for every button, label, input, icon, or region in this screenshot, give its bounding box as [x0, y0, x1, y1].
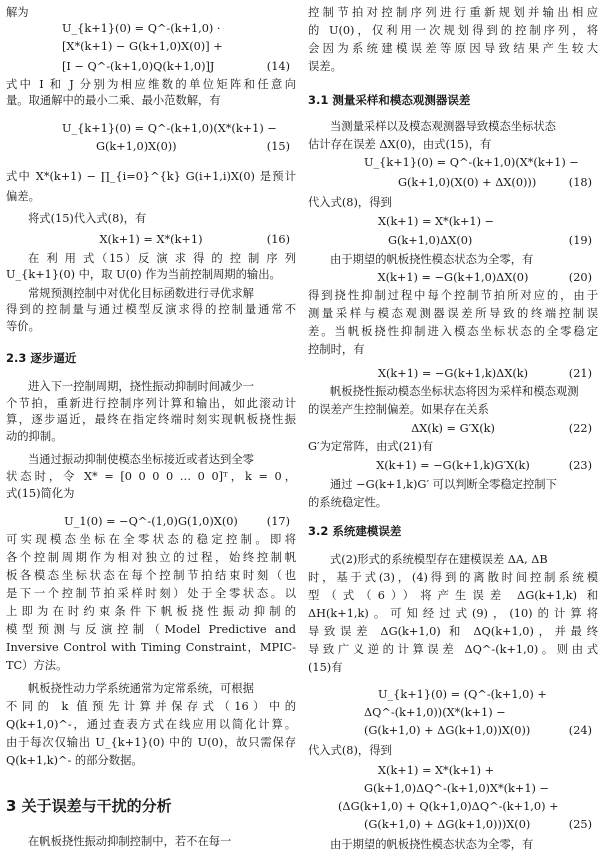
left-column-line-6 — [6, 122, 296, 136]
left-column-line-4 — [6, 78, 296, 92]
line-text: 算，逐步逼近，最终在指定终端时刻实现帆板挠性振 — [6, 413, 296, 426]
line-text: (G(k+1,0) + ΔG(k+1,0))X(0)) — [364, 724, 531, 737]
left-column-line-32 — [6, 659, 296, 673]
line-text: 式(2)形式的系统模型存在建模误差 ΔA, ΔB — [330, 553, 548, 566]
line-text: 会因为系统建模误差等原因导致结果产生较大 — [308, 42, 598, 55]
line-text: 由于每次仅输出 U_{k+1}(0) 中的 U(0)，故只需保存 — [6, 736, 296, 749]
line-text: 各个控制周期作为相对独立的过程，始终控制帆 — [6, 551, 296, 564]
line-text: 动的抑制。 — [6, 430, 63, 443]
right-column-line-21 — [308, 440, 598, 454]
left-column-line-3 — [6, 60, 296, 74]
line-text: 型（式（6））将产生误差 ΔG(k+1,k) 和 — [308, 589, 598, 602]
right-column-line-14 — [308, 307, 598, 321]
line-text: TC）方法。 — [6, 659, 68, 672]
right-column-line-28 — [308, 607, 598, 621]
right-column-line-38 — [308, 800, 598, 814]
left-column-line-33 — [6, 682, 296, 696]
line-text: 量。取通解中的最小二乘、最小范数解，有 — [6, 94, 221, 107]
left-column-line-22 — [6, 470, 296, 484]
line-text: U_{k+1}(0) 中，取 U(0) 作为当前控制周期的输出。 — [6, 268, 281, 281]
line-text: ΔQ^-(k+1,0))(X*(k+1) − — [364, 706, 506, 719]
line-text: U_{k+1}(0) = Q^-(k+1,0)(X*(k+1) − — [62, 122, 277, 135]
right-column-line-37 — [308, 782, 598, 796]
left-column-line-8 — [6, 170, 296, 184]
line-text: 个节拍，重新进行控制序列计算和输出，如此滚动计 — [6, 397, 296, 410]
right-column-line-12 — [308, 271, 598, 285]
equation-number: (24) — [568, 724, 592, 737]
equation-number: (18) — [568, 176, 592, 189]
right-column-line-17 — [308, 367, 598, 381]
left-column-line-12 — [6, 252, 296, 266]
left-column-line-1 — [6, 22, 296, 36]
left-column-line-19 — [6, 413, 296, 427]
line-text: 可实现模态坐标在全零状态的稳定控制。即将 — [6, 533, 296, 546]
line-text: 板各模态坐标状态在每个控制节拍结束时刻（也 — [6, 569, 296, 582]
right-column-line-25 — [308, 553, 598, 567]
left-column-line-30 — [6, 623, 296, 637]
line-text: (15)有 — [308, 661, 343, 674]
right-column-line-5 — [308, 138, 598, 152]
line-text: 解为 — [6, 6, 29, 19]
left-column-line-36 — [6, 736, 296, 750]
line-text: ΔH(k+1,k)。可知经过式(9)，(10)的计算将 — [308, 607, 598, 620]
line-text: 偏差。 — [6, 190, 40, 203]
line-text: 在 利 用 式（15）反 演 求 得 的 控 制 序 列 — [28, 252, 296, 265]
right-column-line-8 — [308, 196, 598, 210]
line-text: 将式(15)代入式(8)，有 — [28, 212, 147, 225]
equation-number: (21) — [568, 367, 592, 380]
line-text: (ΔG(k+1,0) + Q(k+1,0)ΔQ^-(k+1,0) + — [338, 800, 559, 813]
line-text: Inversive Control with Timing Constraint，MPIC- — [6, 641, 296, 654]
line-text: 式(15)简化为 — [6, 487, 75, 500]
line-text: 当测量采样以及模态观测器导致模态坐标状态 — [330, 120, 556, 133]
right-column-line-29 — [308, 625, 598, 639]
line-text: 的系统稳定性。 — [308, 496, 388, 509]
left-column-line-9 — [6, 190, 296, 204]
line-text: 误差。 — [308, 60, 342, 73]
equation-number: (20) — [568, 271, 592, 284]
line-text: X(k+1) = −G(k+1,k)G′X(k) — [376, 459, 530, 472]
right-column-line-16 — [308, 343, 598, 357]
left-column-line-17 — [6, 380, 296, 394]
left-column-line-20 — [6, 430, 296, 444]
line-text: [I − Q^-(k+1,0)Q(k+1,0)]J — [62, 60, 215, 73]
right-column-line-2 — [308, 42, 598, 56]
line-text: 是下一个控制节拍采样时刻）处于全零状态。以 — [6, 587, 296, 600]
left-column-line-14 — [6, 287, 296, 301]
line-text: G(k+1,0)X(0)) — [96, 140, 177, 153]
line-text: G(k+1,0)(X(0) + ΔX(0))) — [398, 176, 537, 189]
line-text: 得到的控制量与通过模型反演求得的控制量通常不 — [6, 303, 296, 316]
line-text: U_1(0) = −Q^-(1,0)G(1,0)X(0) — [64, 515, 238, 528]
right-column-line-10 — [308, 234, 598, 248]
subsection-heading-3-1: 3.1 测量采样和模态观测器误差 — [308, 93, 471, 107]
right-column-line-13 — [308, 289, 598, 303]
left-column-line-18 — [6, 397, 296, 411]
line-text: 估计存在误差 ΔX(0)，由式(15)，有 — [308, 138, 492, 151]
right-column-line-1 — [308, 24, 598, 38]
line-text: 在帆板挠性振动抑制控制中，若不在每一 — [28, 835, 232, 848]
right-column-line-19 — [308, 403, 598, 417]
line-text: 模型预测与反演控制（Model Predictive and — [6, 623, 296, 636]
section-heading-3: 3 关于误差与干扰的分析 — [6, 797, 172, 815]
equation-number: (17) — [266, 515, 290, 528]
left-column-line-23 — [6, 487, 296, 501]
right-column-line-22 — [308, 459, 598, 473]
right-column-line-34 — [308, 724, 598, 738]
right-column-line-36 — [308, 764, 598, 778]
line-text: 帆板挠性振动模态坐标状态将因为采样和模态观测 — [330, 385, 579, 398]
left-column-line-21 — [6, 453, 296, 467]
right-column-line-40 — [308, 838, 598, 852]
line-text: G(k+1,0)ΔQ^-(k+1,0)X*(k+1) − — [364, 782, 549, 795]
left-column-line-34 — [6, 700, 296, 714]
line-text: 式中 I 和 J 分别为相应维数的单位矩阵和任意向 — [6, 78, 296, 91]
right-column-line-26 — [308, 571, 598, 585]
right-column-line-6 — [308, 156, 598, 170]
right-column-line-23 — [308, 478, 598, 492]
left-column-line-5 — [6, 94, 296, 108]
line-text: X(k+1) = X*(k+1) − — [378, 215, 495, 228]
line-text: 通过 −G(k+1,k)G′ 可以判断全零稳定控制下 — [330, 478, 557, 491]
left-column-line-29 — [6, 605, 296, 619]
line-text: 进入下一控制周期，挠性振动抑制时间减少一 — [28, 380, 254, 393]
line-text: 的误差产生控制偏差。如果存在关系 — [308, 403, 489, 416]
right-column-line-0 — [308, 6, 598, 20]
left-column-line-27 — [6, 569, 296, 583]
right-column-line-20 — [308, 422, 598, 436]
subsection-heading-2-3: 2.3 逐步逼近 — [6, 351, 77, 365]
left-column-line-10 — [6, 212, 296, 226]
line-text: X(k+1) = X*(k+1) + — [378, 764, 495, 777]
equation-number: (15) — [266, 140, 290, 153]
line-text: 式中 X*(k+1) − ∏_{i=0}^{k} G(i+1,i)X(0) 是预计 — [6, 170, 296, 183]
right-column-line-11 — [308, 253, 598, 267]
line-text: X(k+1) = −G(k+1,0)ΔX(0) — [377, 271, 529, 284]
right-column-line-7 — [308, 176, 598, 190]
left-column-line-11 — [6, 233, 296, 247]
line-text: 由于期望的帆板挠性模态状态为全零，有 — [330, 838, 534, 851]
right-column-line-32 — [308, 688, 598, 702]
equation-number: (25) — [568, 818, 592, 831]
line-text: U_{k+1}(0) = (Q^-(k+1,0) + — [378, 688, 547, 701]
line-text: 代入式(8)，得到 — [308, 744, 392, 757]
line-text: 测量采样与模态观测器误差所导致的终端控制误 — [308, 307, 598, 320]
equation-number: (22) — [568, 422, 592, 435]
line-text: 时，基于式(3)，(4)得到的离散时间控制系统模 — [308, 571, 598, 584]
line-text: 得到挠性抑制过程中每个控制节拍所对应的，由于 — [308, 289, 598, 302]
line-text: [X*(k+1) − G(k+1,0)X(0)] + — [62, 40, 223, 53]
right-column-line-27 — [308, 589, 598, 603]
line-text: X(k+1) = −G(k+1,k)ΔX(k) — [377, 367, 529, 380]
line-text: 由于期望的帆板挠性模态状态为全零，有 — [330, 253, 534, 266]
line-text: 的 U(0)，仅利用一次规划得到的控制序列，将 — [308, 24, 598, 37]
line-text: 状态时，令 X* = [0 0 0 0 … 0 0]ᵀ，k = 0， — [6, 470, 296, 483]
left-column-line-7 — [6, 140, 296, 154]
line-text: 不同的 k 值预先计算并保存式（16）中的 — [6, 700, 296, 713]
left-column-line-15 — [6, 303, 296, 317]
line-text: Q(k+1,k)^- 的部分数据。 — [6, 754, 143, 767]
line-text: X(k+1) = X*(k+1) — [99, 233, 203, 246]
left-column-line-38 — [6, 835, 296, 849]
line-text: G(k+1,0)ΔX(0) — [388, 234, 473, 247]
equation-number: (19) — [568, 234, 592, 247]
line-text: 常规预测控制中对优化目标函数进行寻优求解 — [28, 287, 254, 300]
line-text: 导致广义逆的计算误差 ΔQ^-(k+1,0)。则由式 — [308, 643, 598, 656]
right-column-line-4 — [308, 120, 598, 134]
line-text: G′为定常阵，由式(21)有 — [308, 440, 434, 453]
left-column-line-28 — [6, 587, 296, 601]
right-column-line-15 — [308, 325, 598, 339]
line-text: ΔX(k) = G′X(k) — [411, 422, 495, 435]
line-text: 控制节拍对控制序列进行重新规划并输出相应 — [308, 6, 598, 19]
right-column-line-30 — [308, 643, 598, 657]
line-text: 差。当帆板挠性抑制进入模态坐标状态的全零稳定 — [308, 325, 598, 338]
line-text: 控制时，有 — [308, 343, 365, 356]
left-column-line-16 — [6, 320, 296, 334]
left-column-line-24 — [6, 515, 296, 529]
left-column-line-37 — [6, 754, 296, 768]
left-column-line-2 — [6, 40, 296, 54]
right-column-line-33 — [308, 706, 598, 720]
left-column-line-31 — [6, 641, 296, 655]
right-column-line-18 — [308, 385, 598, 399]
equation-number: (23) — [568, 459, 592, 472]
line-text: 当通过振动抑制使模态坐标接近或者达到全零 — [28, 453, 254, 466]
left-column-line-35 — [6, 718, 296, 732]
left-column-line-0 — [6, 6, 296, 20]
right-column-line-35 — [308, 744, 598, 758]
left-column-line-26 — [6, 551, 296, 565]
line-text: 导致误差 ΔG(k+1,0) 和 ΔQ(k+1,0)，并最终 — [308, 625, 598, 638]
right-column-line-3 — [308, 60, 598, 74]
right-column-line-9 — [308, 215, 598, 229]
line-text: 等价。 — [6, 320, 40, 333]
equation-number: (14) — [266, 60, 290, 73]
line-text: 帆板挠性动力学系统通常为定常系统，可根据 — [28, 682, 254, 695]
subsection-heading-3-2: 3.2 系统建模误差 — [308, 524, 402, 538]
line-text: (G(k+1,0) + ΔG(k+1,0)))X(0) — [364, 818, 531, 831]
line-text: U_{k+1}(0) = Q^-(k+1,0) · — [62, 22, 221, 35]
line-text: Q(k+1,0)^-，通过查表方式在线应用以简化计算。 — [6, 718, 296, 731]
equation-number: (16) — [266, 233, 290, 246]
left-column-line-13 — [6, 268, 296, 282]
line-text: U_{k+1}(0) = Q^-(k+1,0)(X*(k+1) − — [364, 156, 579, 169]
left-column-line-25 — [6, 533, 296, 547]
right-column-line-31 — [308, 661, 598, 675]
right-column-line-39 — [308, 818, 598, 832]
line-text: 代入式(8)，得到 — [308, 196, 392, 209]
line-text: 上即为在时约束条件下帆板挠性振动抑制的 — [6, 605, 296, 618]
right-column-line-24 — [308, 496, 598, 510]
